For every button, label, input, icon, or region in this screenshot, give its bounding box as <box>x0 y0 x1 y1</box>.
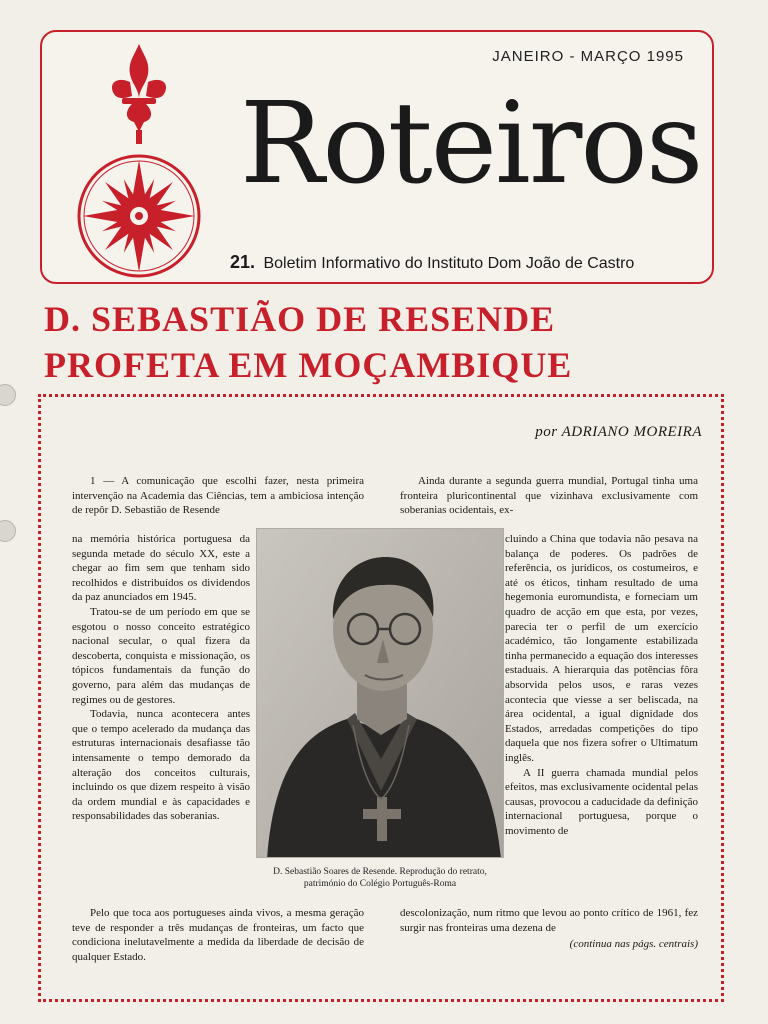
continued-note: (continua nas págs. centrais) <box>569 938 698 950</box>
issue-date: JANEIRO - MARÇO 1995 <box>492 48 684 65</box>
issue-number: 21. <box>230 252 256 272</box>
punch-hole <box>0 384 16 406</box>
paragraph: descolonização, num ritmo que levou ao ponto crítico de 1961, fez surgir nas fronteiras uma dezena de <box>400 907 698 934</box>
left-column-body <box>72 532 250 824</box>
article-title <box>44 296 724 388</box>
byline-prefix: por <box>535 424 558 440</box>
portrait-illustration <box>257 529 504 858</box>
right-column-body <box>505 532 698 838</box>
article-title-line2: PROFETA EM MOÇAMBIQUE <box>44 345 573 385</box>
paragraph: 1 — A comunicação que escolhi fazer, nesta primeira intervenção na Academia das Ciências, tem a ambiciosa intenção de repôr D. Sebastião de Resende <box>72 475 364 517</box>
portrait-caption <box>256 866 504 890</box>
paragraph: Tratou-se de um período em que se esgotou o nosso conceito estratégico nacional secular, o qual fizera da descoberta, conquista e missionação, os tópicos fundamentais da função do governo, para além das mudanças de regimes ou de gestores. <box>72 605 250 706</box>
compass-rose-icon <box>64 42 214 278</box>
paragraph: Pelo que toca aos portugueses ainda vivos, a mesma geração teve de responder a três mudanças de fronteiras, um facto que condiciona inelutavelmente a medida da liberdade de decisão de qualquer Estado. <box>72 907 364 963</box>
masthead <box>40 30 714 284</box>
caption-line: património do Colégio Português-Roma <box>303 879 457 889</box>
left-column-footer <box>72 906 364 964</box>
paragraph: A II guerra chamada mundial pelos efeitos, mas exclusivamente ocidental pelas causas, provocou a caducidade da definição internacional portuguesa, porque o movimento de <box>505 766 698 837</box>
brand-title: Roteiros <box>240 79 702 209</box>
article-title-line1: D. SEBASTIÃO DE RESENDE <box>44 299 556 339</box>
punch-hole <box>0 520 16 542</box>
paragraph: cluindo a China que todavia não pesava na balança de poderes. Os padrões de referência, os jurídicos, os costumeiros, e até os éticos, tinham resultado de uma hegemonia euromundista, e forneciam um quadro de acção em que esta, por vezes, parecia ter o perfil de um exercício académico, tão longamente estabilizada tinha permanecido a equação dos interesses estaduais. A hierarquia das potências fôra absorvida pelos usos, e raras vezes acontecia que viesse a ser beliscada, na área ocidental, a igual dignidade dos Estados, arredadas competições do tipo daquela que nos fizera sofrer o Ultimatum inglês. <box>505 533 698 764</box>
left-column-intro <box>72 474 364 518</box>
paragraph: Ainda durante a segunda guerra mundial, Portugal tinha uma fronteira pluricontinental que vizinhava exclusivamente com soberanias ocidentais, ex- <box>400 475 698 517</box>
paragraph: Todavia, nunca acontecera antes que o tempo acelerado da mudança das estruturas internacionais desafiasse tão intensamente o tempo demorado da alteração dos conceitos culturais, incluindo os que dizem respeito à visão da ordem mundial e às capacidades e responsabilidades das soberanias. <box>72 708 250 823</box>
right-column-intro <box>400 474 698 518</box>
bulletin-title <box>230 252 634 273</box>
bulletin-text: Boletim Informativo do Instituto Dom João de Castro <box>263 255 635 272</box>
byline <box>535 424 702 441</box>
paragraph: na memória histórica portuguesa da segunda metade do século XX, este a chegar ao fim sem que tenham sido recolhidos e distribuídos os dividendos da paz anunciados em 1945. <box>72 533 250 604</box>
right-column-footer <box>400 906 698 935</box>
caption-line: D. Sebastião Soares de Resende. Reprodução do retrato, <box>273 867 487 877</box>
portrait-image <box>256 528 504 858</box>
byline-author: ADRIANO MOREIRA <box>561 424 702 440</box>
